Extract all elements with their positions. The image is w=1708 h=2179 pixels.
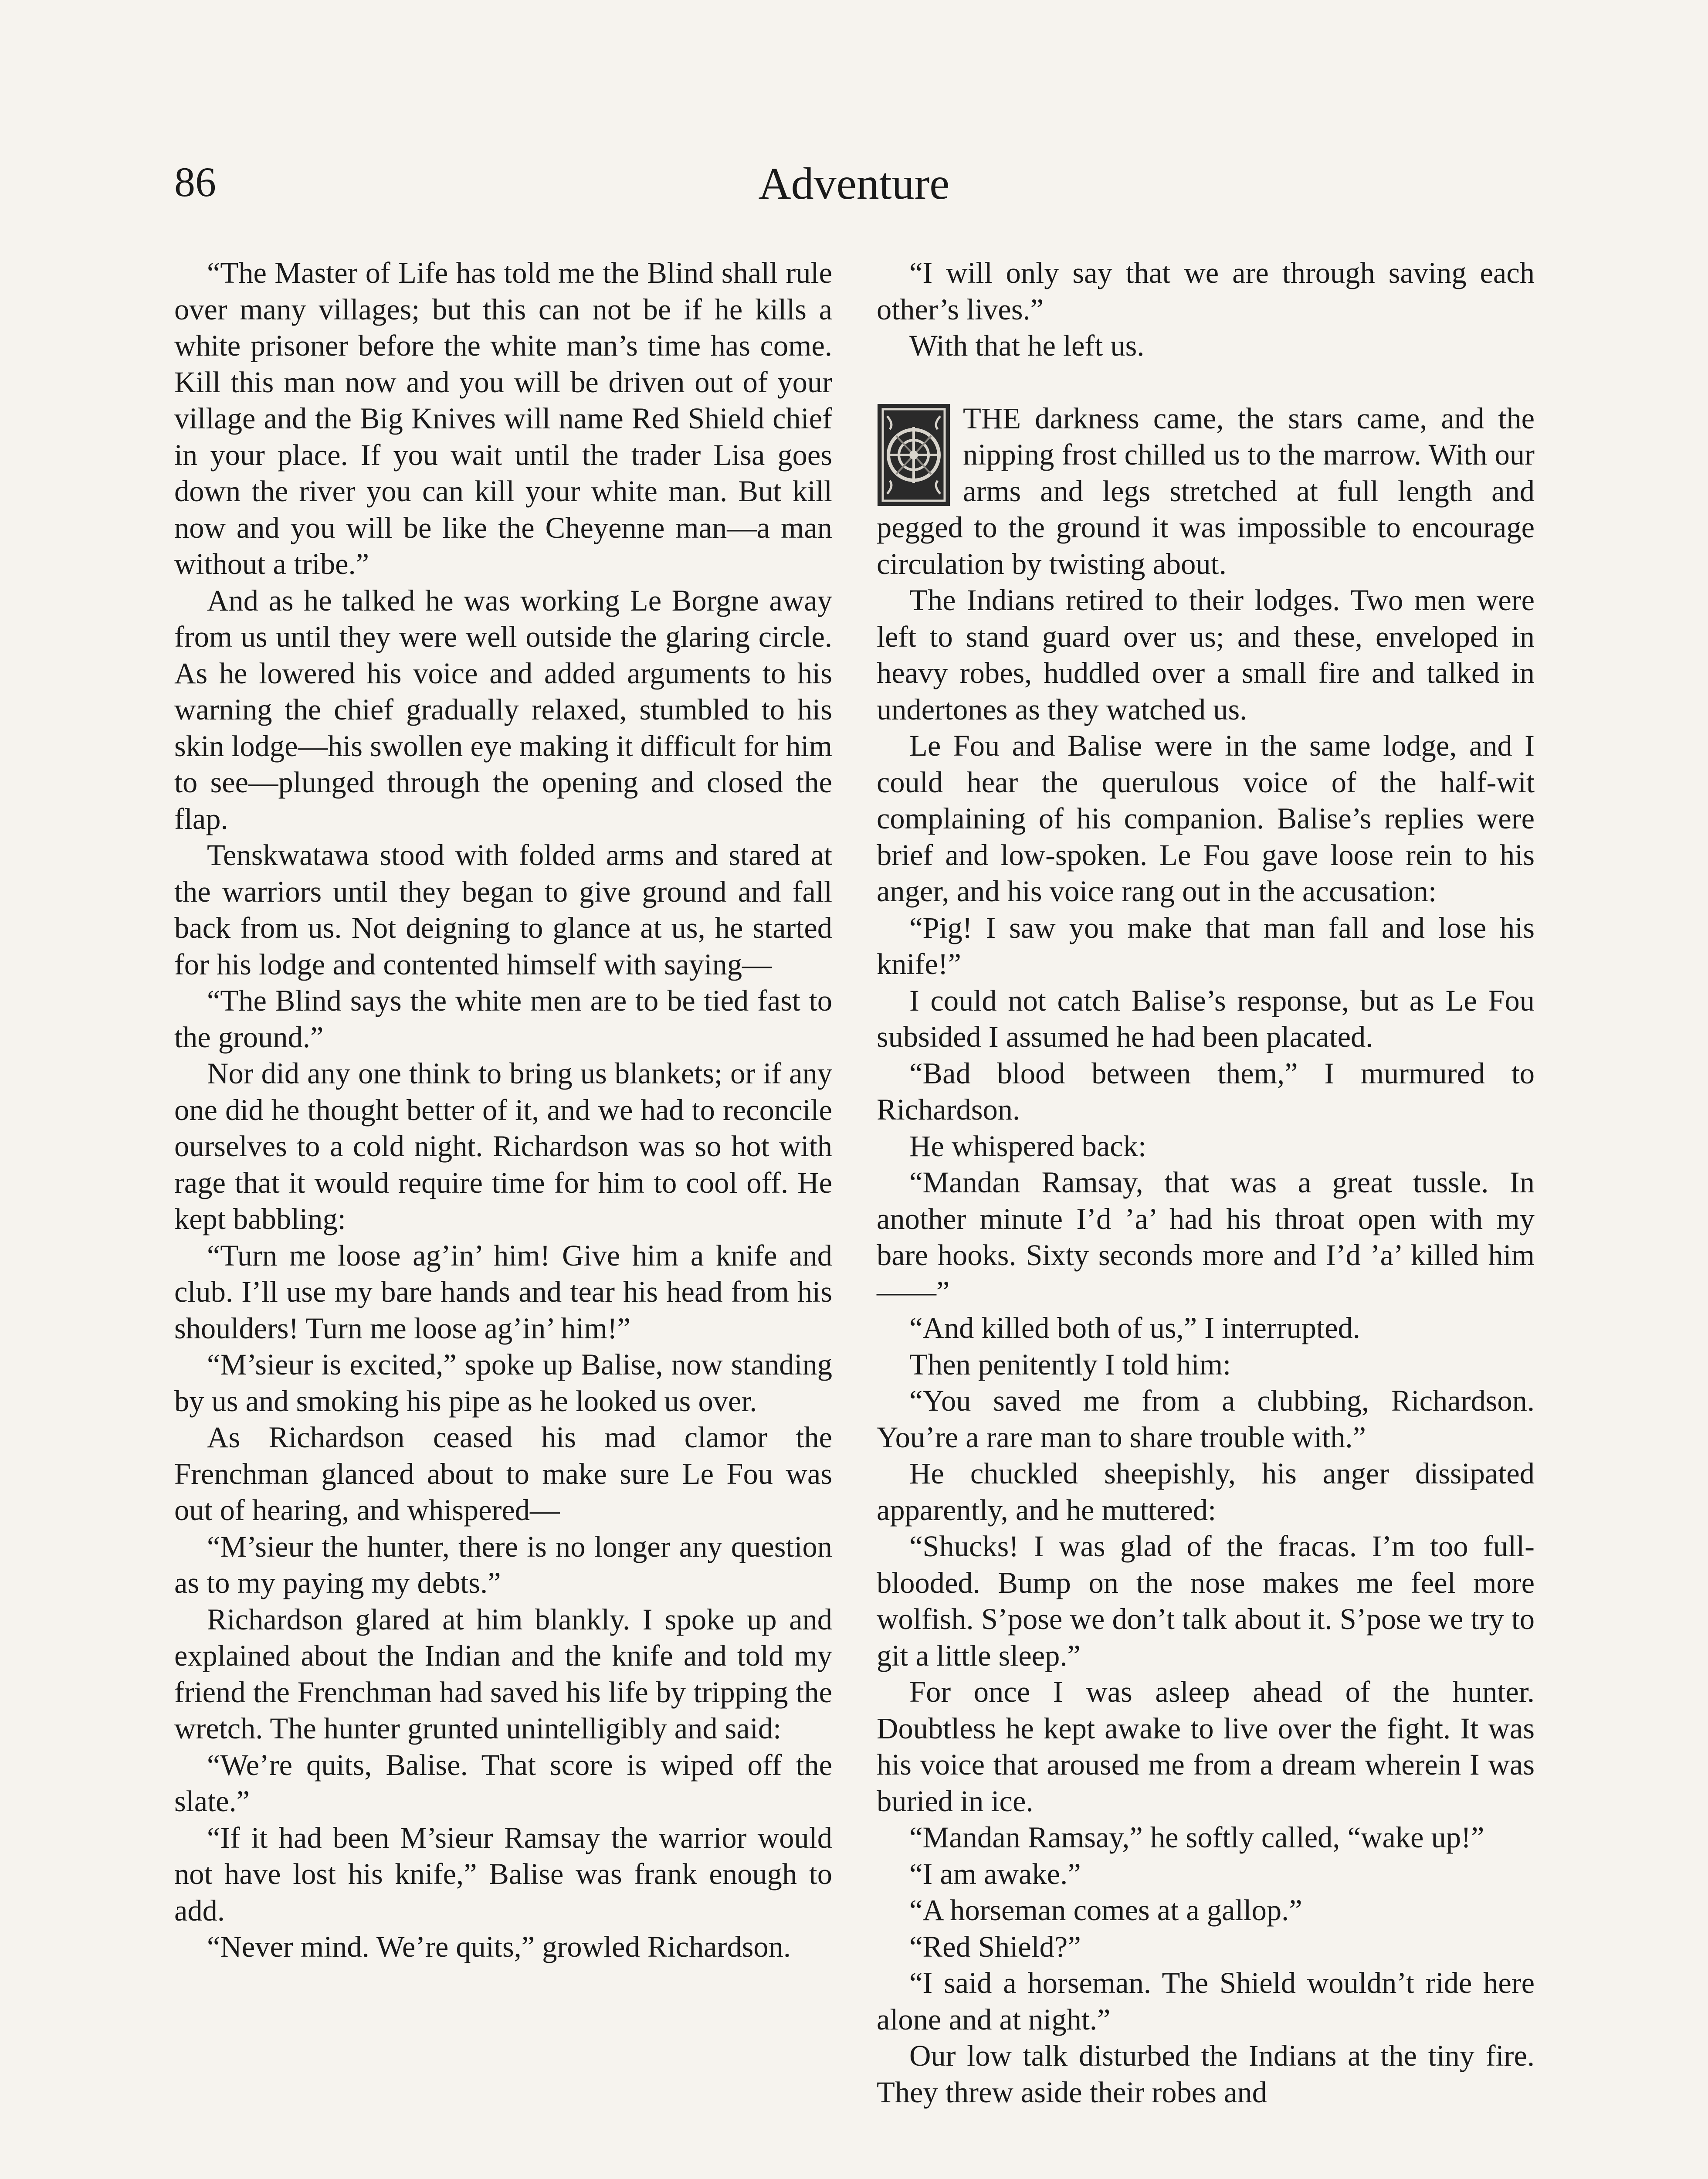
paragraph: “The Blind says the white men are to be tied fast to the ground.” <box>174 984 832 1054</box>
paragraph: “The Master of Life has told me the Blind shall rule over many villages; but this can not be if he kills a white prisoner before the white man’s time has come. Kill this man now and you will be driven out of your village and the Big Knives will name Red Shield chief in your place. If you wait until the trader Lisa goes down the river you can kill your white man. But kill now and you will be like the Cheyenne man—a man without a tribe.” <box>174 256 832 580</box>
drop-cap-paragraph <box>877 401 1535 583</box>
paragraph: He whispered back: <box>909 1129 1146 1163</box>
paragraph: “I will only say that we are through saving each other’s lives.” <box>877 256 1535 326</box>
paragraph: “Shucks! I was glad of the fracas. I’m too full-blooded. Bump on the nose makes me feel more wolfish. S’pose we don’t talk about it. S’pose we try to git a little sleep.” <box>877 1530 1535 1672</box>
paragraph: “Turn me loose ag’in’ him! Give him a knife and club. I’ll use my bare hands and tear his head from his shoulders! Turn me loose ag’in’ him!” <box>174 1239 832 1345</box>
paragraph: And as he talked he was working Le Borgne away from us until they were well outside the glaring circle. As he lowered his voice and added arguments to his warning the chief gradually relaxed, stumbled to his skin lodge—his swollen eye making it difficult for him to see—plunged through the opening and closed the flap. <box>174 584 832 835</box>
running-head: Adventure <box>758 159 950 209</box>
paragraph: “We’re quits, Balise. That score is wiped off the slate.” <box>174 1748 832 1818</box>
paragraph: “Mandan Ramsay,” he softly called, “wake up!” <box>909 1821 1484 1854</box>
paragraph: Tenskwatawa stood with folded arms and stared at the warriors until they began to give ground and fall back from us. Not deigning to glance at us, he started for his lodge and contented himself with saying— <box>174 838 832 981</box>
paragraph: The Indians retired to their lodges. Two men were left to stand guard over us; and these, enveloped in heavy robes, huddled over a small fire and talked in undertones as they watched us. <box>877 584 1535 726</box>
ornamental-drop-cap-icon <box>877 403 951 507</box>
paragraph: For once I was asleep ahead of the hunter. Doubtless he kept awake to live over the fight. It was his voice that aroused me from a dream wherein I was buried in ice. <box>877 1675 1535 1818</box>
paragraph: “If it had been M’sieur Ramsay the warrior would not have lost his knife,” Balise was frank enough to add. <box>174 1821 832 1927</box>
paragraph: “M’sieur is excited,” spoke up Balise, now standing by us and smoking his pipe as he looked us over. <box>174 1348 832 1418</box>
drop-cap-text: THE darkness came, the stars came, and the nipping frost chilled us to the marrow. With our arms and legs stretched at full length and pegged to the ground it was impossible to encourage circulation by twisting about. <box>877 401 1535 580</box>
paragraph: “You saved me from a clubbing, Richardson. You’re a rare man to share trouble with.” <box>877 1384 1535 1454</box>
paragraph: “Red Shield?” <box>909 1930 1081 1963</box>
paragraph: “Mandan Ramsay, that was a great tussle. In another minute I’d ’a’ had his throat open with my bare hooks. Sixty seconds more and I’d ’a’ killed him——” <box>877 1166 1535 1308</box>
paragraph: “And killed both of us,” I interrupted. <box>909 1311 1360 1344</box>
paragraph: “I am awake.” <box>909 1857 1081 1891</box>
paragraph: Richardson glared at him blankly. I spoke up and explained about the Indian and the knife and told my friend the Frenchman had saved his life by tripping the wretch. The hunter grunted unintelligibly and said: <box>174 1602 832 1745</box>
paragraph: “A horseman comes at a gallop.” <box>909 1894 1302 1927</box>
paragraph: “I said a horseman. The Shield wouldn’t ride here alone and at night.” <box>877 1966 1535 2036</box>
paragraph: Then penitently I told him: <box>909 1347 1231 1381</box>
paragraph: “Never mind. We’re quits,” growled Richardson. <box>207 1930 791 1963</box>
paragraph: “M’sieur the hunter, there is no longer any question as to my paying my debts.” <box>174 1530 832 1599</box>
right-column <box>877 255 1535 2111</box>
paragraph: Nor did any one think to bring us blankets; or if any one did he thought better of it, and we had to reconcile ourselves to a cold night. Richardson was so hot with rage that it would require time for him to cool off. He kept babbling: <box>174 1057 832 1235</box>
paragraph: He chuckled sheepishly, his anger dissipated apparently, and he muttered: <box>877 1457 1535 1527</box>
paragraph: Our low talk disturbed the Indians at the tiny fire. They threw aside their robes and <box>877 2039 1535 2109</box>
paragraph: I could not catch Balise’s response, but as Le Fou subsided I assumed he had been placated. <box>877 984 1535 1053</box>
page-number: 86 <box>174 159 216 205</box>
paragraph: As Richardson ceased his mad clamor the Frenchman glanced about to make sure Le Fou was out of hearing, and whispered— <box>174 1421 832 1527</box>
left-column <box>174 255 832 1965</box>
paragraph: With that he left us. <box>909 329 1145 362</box>
paragraph: “Pig! I saw you make that man fall and lose his knife!” <box>877 911 1535 981</box>
paragraph: Le Fou and Balise were in the same lodge, and I could hear the querulous voice of the half-wit complaining of his companion. Balise’s replies were brief and low-spoken. Le Fou gave loose rein to his anger, and his voice rang out in the accusation: <box>877 729 1535 908</box>
paragraph: “Bad blood between them,” I murmured to Richardson. <box>877 1056 1535 1126</box>
